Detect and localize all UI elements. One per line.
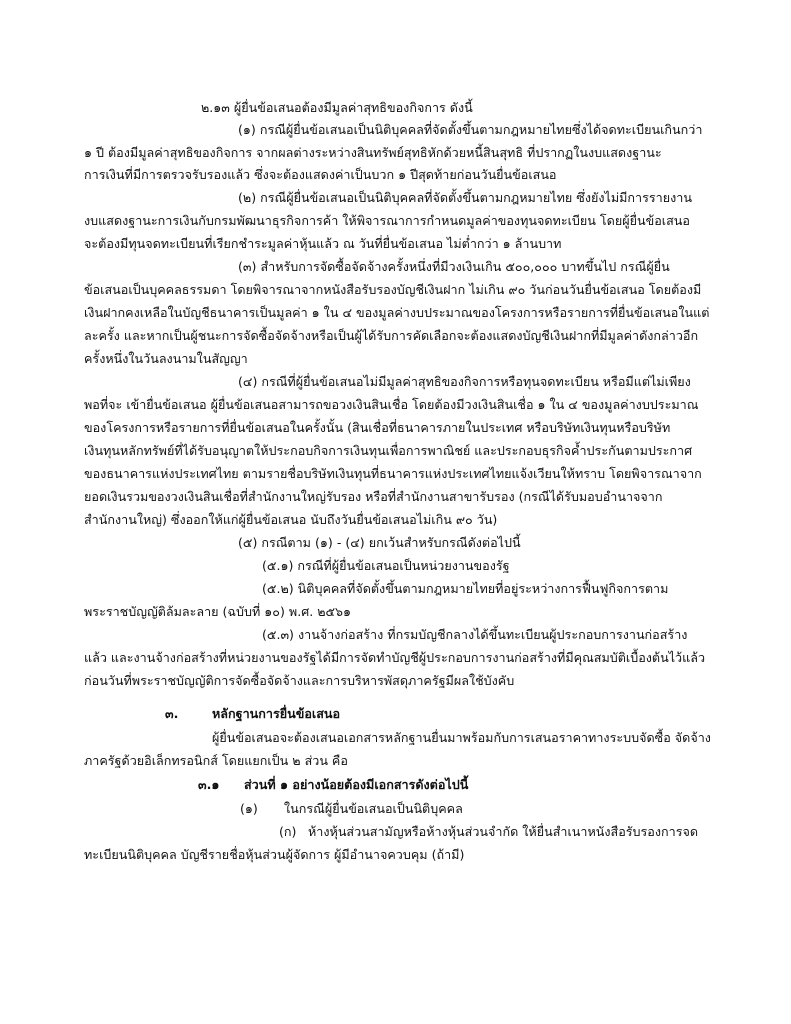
item-4-line-2: พอที่จะ เข้ายื่นข้อเสนอ ผู้ยื่นข้อเสนอสามารถขอวงเงินสินเชื่อ โดยต้องมีวงเงินสินเชื่อ ๑ ใน ๔ ของมูลค่างบประมาณ <box>84 397 699 412</box>
item-5-3-line-1: (๕.๓) งานจ้างก่อสร้าง ที่กรมบัญชีกลางได้ขึ้นทะเบียนผู้ประกอบการงานก่อสร้าง <box>262 627 688 642</box>
item-1-line-3: การเงินที่มีการตรวจรับรองแล้ว ซึ่งจะต้องแสดงค่าเป็นบวก ๑ ปีสุดท้ายก่อนวันยื่นข้อเสนอ <box>84 167 557 182</box>
item-3-line-3: เงินฝากคงเหลือในบัญชีธนาคารเป็นมูลค่า ๑ ใน ๔ ของมูลค่างบประมาณของโครงการหรือรายการที่ยื่นข้อเสนอในแต่ <box>84 305 710 320</box>
subitem-ka-number: (ก) <box>279 824 297 839</box>
subitem-ka-line-2: ทะเบียนนิติบุคคล บัญชีรายชื่อหุ้นส่วนผู้จัดการ ผู้มีอำนาจควบคุม (ถ้ามี) <box>84 847 465 862</box>
item-4-line-1: (๔) กรณีที่ผู้ยื่นข้อเสนอไม่มีมูลค่าสุทธิของกิจการหรือทุนจดทะเบียน หรือมีแต่ไม่เพียง <box>238 374 691 389</box>
subitem-ka-line-1: ห้างหุ้นส่วนสามัญหรือห้างหุ้นส่วนจำกัด ให้ยื่นสำเนาหนังสือรับรองการจด <box>308 824 699 839</box>
section-3-body-line-2: ภาครัฐด้วยอิเล็กทรอนิกส์ โดยแยกเป็น ๒ ส่วน คือ <box>84 753 348 768</box>
item-4-line-5: ของธนาคารแห่งประเทศไทย ตามรายชื่อบริษัทเงินทุนที่ธนาคารแห่งประเทศไทยแจ้งเวียนให้ทราบ โดยพิจารณาจาก <box>84 466 702 481</box>
clause-2-13-heading: ๒.๑๓ ผู้ยื่นข้อเสนอต้องมีมูลค่าสุทธิของกิจการ ดังนี้ <box>201 100 473 115</box>
item-5-2-line-2: พระราชบัญญัติล้มละลาย (ฉบับที่ ๑๐) พ.ศ. ๒๕๖๑ <box>84 604 352 619</box>
subsection-1-heading: ในกรณีผู้ยื่นข้อเสนอเป็นนิติบุคคล <box>284 801 463 816</box>
section-3-number: ๓. <box>165 706 179 721</box>
item-4-line-3: ของโครงการหรือรายการที่ยื่นข้อเสนอในครั้งนั้น (สินเชื่อที่ธนาคารภายในประเทศ หรือบริษัทเงินทุนหรือบริษัท <box>84 420 671 435</box>
item-1-line-2: ๑ ปี ต้องมีมูลค่าสุทธิของกิจการ จากผลต่างระหว่างสินทรัพย์สุทธิหักด้วยหนี้สินสุทธิ ที่ปรากฏในงบแสดงฐานะ <box>84 145 662 160</box>
item-1-line-1: (๑) กรณีผู้ยื่นข้อเสนอเป็นนิติบุคคลที่จัดตั้งขึ้นตามกฎหมายไทยซึ่งได้จดทะเบียนเกินกว่า <box>238 122 703 137</box>
item-5-1-line: (๕.๑) กรณีที่ผู้ยื่นข้อเสนอเป็นหน่วยงานของรัฐ <box>262 558 510 573</box>
item-4-line-7: สำนักงานใหญ่) ซึ่งออกให้แก่ผู้ยื่นข้อเสนอ นับถึงวันยื่นข้อเสนอไม่เกิน ๙๐ วัน) <box>84 512 498 527</box>
item-5-3-line-3: ก่อนวันที่พระราชบัญญัติการจัดซื้อจัดจ้างและการบริหารพัสดุภาครัฐมีผลใช้บังคับ <box>84 673 515 688</box>
item-3-line-1: (๓) สำหรับการจัดซื้อจัดจ้างครั้งหนึ่งที่มีวงเงินเกิน ๕๐๐,๐๐๐ บาทขึ้นไป กรณีผู้ยื่น <box>238 259 670 274</box>
item-2-line-3: จะต้องมีทุนจดทะเบียนที่เรียกชำระมูลค่าหุ้นแล้ว ณ วันที่ยื่นข้อเสนอ ไม่ต่ำกว่า ๑ ล้านบาท <box>84 236 562 251</box>
section-3-1-heading: ส่วนที่ ๑ อย่างน้อยต้องมีเอกสารดังต่อไปนี้ <box>244 777 469 792</box>
item-5-line-1: (๕) กรณีตาม (๑) - (๔) ยกเว้นสำหรับกรณีดังต่อไปนี้ <box>238 535 521 550</box>
section-3-heading: หลักฐานการยื่นข้อเสนอ <box>212 706 341 721</box>
item-3-line-2: ข้อเสนอเป็นบุคคลธรรมดา โดยพิจารณาจากหนังสือรับรองบัญชีเงินฝาก ไม่เกิน ๙๐ วันก่อนวันยื่นข้อเสนอ โดยต้องมี <box>84 282 702 297</box>
section-3-body-line-1: ผู้ยื่นข้อเสนอจะต้องเสนอเอกสารหลักฐานยื่นมาพร้อมกับการเสนอราคาทางระบบจัดซื้อ จัดจ้าง <box>212 730 711 745</box>
section-3-1-number: ๓.๑ <box>198 777 220 792</box>
item-3-line-4: ละครั้ง และหากเป็นผู้ชนะการจัดซื้อจัดจ้างหรือเป็นผู้ได้รับการคัดเลือกจะต้องแสดงบัญชีเงินฝากที่มีมูลค่าดังกล่าวอีก <box>84 328 699 343</box>
item-3-line-5: ครั้งหนึ่งในวันลงนามในสัญญา <box>84 351 248 366</box>
item-5-3-line-2: แล้ว และงานจ้างก่อสร้างที่หน่วยงานของรัฐได้มีการจัดทำบัญชีผู้ประกอบการงานก่อสร้างที่มีคุณสมบัติเบื้องต้นไว้แล้ว <box>84 650 706 665</box>
item-5-2-line-1: (๕.๒) นิติบุคคลที่จัดตั้งขึ้นตามกฎหมายไทยที่อยู่ระหว่างการฟื้นฟูกิจการตาม <box>262 581 669 596</box>
item-4-line-6: ยอดเงินรวมของวงเงินสินเชื่อที่สำนักงานใหญ่รับรอง หรือที่สำนักงานสาขารับรอง (กรณีได้รับมอบอำนาจจาก <box>84 489 663 504</box>
item-2-line-1: (๒) กรณีผู้ยื่นข้อเสนอเป็นนิติบุคคลที่จัดตั้งขึ้นตามกฎหมายไทย ซึ่งยังไม่มีการรายงาน <box>238 190 692 205</box>
item-2-line-2: งบแสดงฐานะการเงินกับกรมพัฒนาธุรกิจการค้า ให้พิจารณาการกำหนดมูลค่าของทุนจดทะเบียน โดยผู้ยื่นข้อเสนอ <box>84 213 690 228</box>
subsection-1-number: (๑) <box>240 801 258 816</box>
item-4-line-4: เงินทุนหลักทรัพย์ที่ได้รับอนุญาตให้ประกอบกิจการเงินทุนเพื่อการพาณิชย์ และประกอบธุรกิจค้ำประกันตามประกาศ <box>84 443 693 458</box>
